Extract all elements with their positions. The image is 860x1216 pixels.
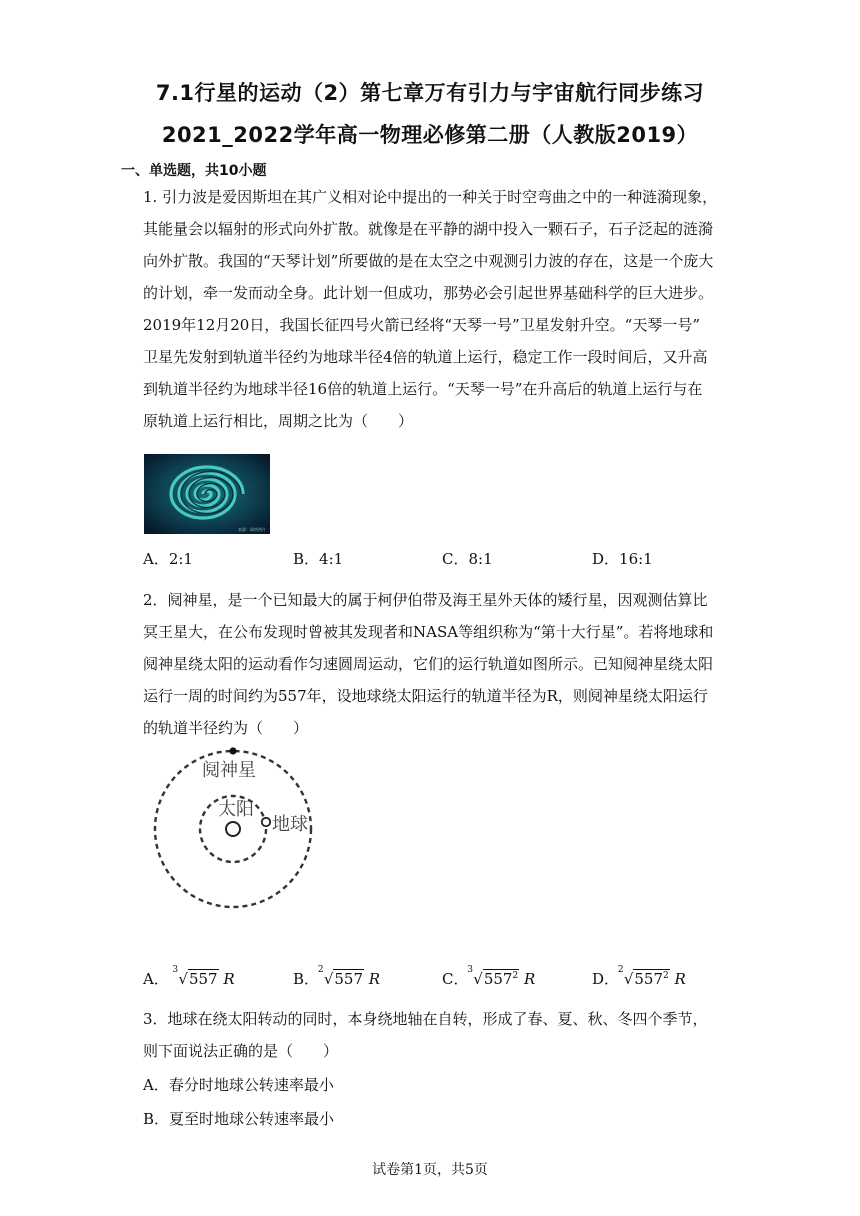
q2-line: 冥王星大，在公布发现时曾被其发现者和NASA等组织称为“第十大行星”。若将地球和 bbox=[143, 623, 714, 641]
option-c: C． 3 $√557^2$ R bbox=[442, 965, 536, 988]
option-b: B．4:1 bbox=[293, 550, 344, 568]
gravitational-wave-image bbox=[144, 454, 270, 534]
q1-line: 1. 引力波是爱因斯坦在其广义相对论中提出的一种关于时空弯曲之中的一种涟漪现象， bbox=[143, 188, 718, 206]
eris-dot bbox=[229, 747, 236, 754]
page-footer: 试卷第1页，共5页 bbox=[372, 1162, 488, 1178]
option-d: D．16:1 bbox=[592, 550, 653, 568]
option-a: A．2:1 bbox=[143, 550, 193, 568]
earth-circle bbox=[262, 818, 270, 826]
eris-label: 阋神星 bbox=[202, 760, 256, 781]
image-caption: 来源：网络图片 bbox=[238, 527, 266, 532]
option-b: B． 2 √557 R bbox=[293, 965, 381, 988]
q1-line: 到轨道半径约为地球半径16倍的轨道上运行。“天琴一号”在升高后的轨道上运行与在 bbox=[143, 380, 703, 398]
earth-label: 地球 bbox=[272, 814, 308, 835]
option-d: D． 2 $√557^2$ R bbox=[592, 965, 686, 988]
sun-label: 太阳 bbox=[218, 799, 254, 820]
q1-line: 2019年12月20日，我国长征四号火箭已经将“天琴一号”卫星发射升空。“天琴一号” bbox=[143, 316, 701, 334]
exam-title-line-2: 2021_2022学年高一物理必修第二册（人教版2019） bbox=[161, 123, 699, 147]
q2-line: 阋神星绕太阳的运动看作匀速圆周运动，它们的运行轨道如图所示。已知阋神星绕太阳 bbox=[143, 655, 714, 673]
q1-line: 其能量会以辐射的形式向外扩散。就像是在平静的湖中投入一颗石子，石子泛起的涟漪 bbox=[143, 220, 714, 238]
q1-line: 的计划，牵一发而动全身。此计划一但成功，那势必会引起世界基础科学的巨大进步。 bbox=[143, 284, 714, 302]
q3-option-a: A．春分时地球公转速率最小 bbox=[143, 1076, 334, 1094]
q2-line: 运行一周的时间约为557年，设地球绕太阳运行的轨道半径为R，则阋神星绕太阳运行 bbox=[143, 687, 708, 705]
q3-line: 3．地球在绕太阳转动的同时，本身绕地轴在自转，形成了春、夏、秋、冬四个季节， bbox=[143, 1010, 708, 1028]
section-heading: 一、单选题，共10小题 bbox=[121, 163, 267, 179]
q2-line: 的轨道半径约为（ ） bbox=[143, 719, 309, 737]
q2-line: 2．阋神星，是一个已知最大的属于柯伊伯带及海王星外天体的矮行星，因观测估算比 bbox=[143, 591, 708, 609]
q1-line: 卫星先发射到轨道半径约为地球半径4倍的轨道上运行，稳定工作一段时间后，又升高 bbox=[143, 348, 708, 366]
q1-line: 向外扩散。我国的“天琴计划”所要做的是在太空之中观测引力波的存在，这是一个庞大 bbox=[143, 252, 714, 270]
q3-line: 则下面说法正确的是（ ） bbox=[143, 1042, 339, 1060]
exam-title-line-1: 7.1行星的运动（2）第七章万有引力与宇宙航行同步练习 bbox=[155, 81, 705, 105]
option-a: A． 3 √557 R bbox=[143, 965, 235, 988]
q3-option-b: B．夏至时地球公转速率最小 bbox=[143, 1110, 335, 1128]
option-c: C．8:1 bbox=[442, 550, 493, 568]
orbit-diagram bbox=[144, 742, 314, 914]
q1-line: 原轨道上运行相比，周期之比为（ ） bbox=[143, 412, 414, 430]
sun-circle bbox=[226, 822, 240, 836]
